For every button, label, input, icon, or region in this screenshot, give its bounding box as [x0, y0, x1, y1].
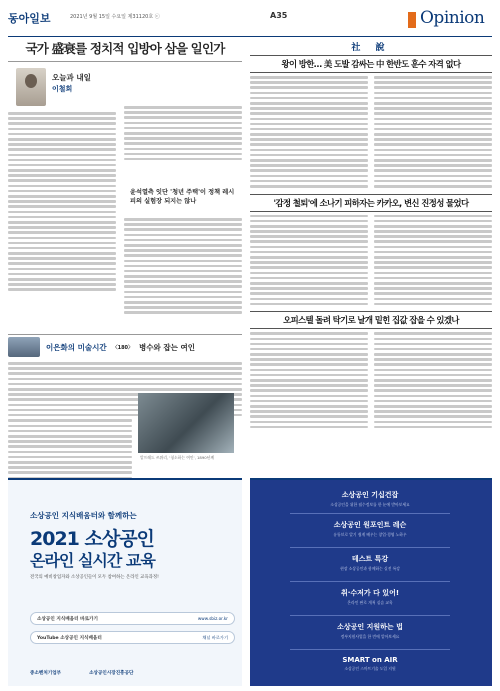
- art-section-head: [8, 337, 242, 357]
- divider: [290, 615, 450, 616]
- editorial-headline-1: 왕이 방한… 美 도발 감싸는 中 한반도 훈수 자격 없다: [281, 59, 461, 69]
- editorial-body-3: [250, 332, 492, 428]
- editorial-body-2: [250, 215, 492, 306]
- divider: [8, 61, 242, 62]
- divider: [290, 513, 450, 514]
- editorial-body-1: [250, 76, 492, 188]
- divider: [290, 649, 450, 650]
- column-headline: 국가 盛衰를 정치적 입방아 삼을 일인가: [25, 41, 225, 56]
- divider: [250, 72, 492, 73]
- author-photo: [16, 68, 46, 106]
- sponsor-agency: 소상공인시장진흥공단: [89, 671, 134, 676]
- divider: [250, 311, 492, 312]
- pull-quote: 윤석열측 잇단 '청년 주택'이 정책 레시피의 실험장 되지는 않나: [130, 189, 235, 205]
- ad-link-website[interactable]: 소상공인 지식배움터 바로가기 www.sbiz.or.kr: [30, 612, 235, 625]
- masthead: [8, 4, 492, 38]
- section-tag: [408, 4, 492, 34]
- author-name: 이철희: [52, 85, 73, 93]
- ad-description: 전국의 예비창업자와 소상공인들이 모두 참여하는 온라인 교육과정!: [30, 575, 159, 580]
- page-number: A35: [270, 11, 288, 20]
- ad-item-4: 취·수저가 다 있어! 온라인 판로 개척 실습 교육: [340, 589, 400, 605]
- column-series: 오늘과 내일: [52, 73, 91, 82]
- column-body-left: [8, 112, 116, 291]
- editorial-label: 社 說: [351, 43, 391, 53]
- ad-main-title: 온라인 실시간 교육: [30, 551, 155, 570]
- divider: [250, 194, 492, 195]
- ad-item-1: 소상공인 기십건잡 소상공인을 위한 필수정보를 한 눈에 받아보세요: [330, 491, 410, 507]
- dateline: 2021년 9월 15일 수요일 제31120호 ⓒ: [70, 14, 160, 20]
- ad-item-2: 소상공인 원포인트 레슨 유튜브로 알기 쉽게 배우는 창업·경영 노하우: [333, 521, 407, 537]
- section-title: Opinion: [420, 8, 485, 28]
- divider: [250, 55, 492, 56]
- artwork-caption: 알프레드 쓰뮈리, '청소하는 여인', 1890년께: [140, 455, 215, 460]
- artwork-image: [138, 393, 234, 453]
- divider: [250, 211, 492, 212]
- ad-link-youtube[interactable]: YouTube 소상공인 지식배움터 채널 바로가기: [30, 631, 235, 644]
- ad-subtitle: 소상공인 지식배움터와 함께하는: [30, 511, 137, 520]
- ad-year: 2021 소상공인: [30, 528, 154, 550]
- divider: [290, 547, 450, 548]
- art-number: 〈180〉: [112, 344, 134, 351]
- ad-sponsors: [30, 670, 133, 676]
- orange-bar-icon: [408, 12, 416, 28]
- sponsor-ministry: 중소벤처기업부: [30, 671, 62, 676]
- column-body-right: [124, 106, 242, 160]
- ad-item-5: 소상공인 지원하는 법 정부지원사업을 한 번에 알아보세요: [337, 623, 403, 639]
- left-column: [8, 40, 242, 352]
- newspaper-logo: 동아일보: [8, 12, 51, 25]
- art-series-label: 이은화의 미술시간: [46, 342, 107, 352]
- editorial-headline-2: '감정 철퇴'에 소나기 피하자는 카카오, 변신 진정성 물었다: [273, 197, 469, 208]
- column-byline: [8, 66, 242, 110]
- ad-links: [30, 612, 235, 650]
- divider: [250, 328, 492, 329]
- editorial-column: [250, 40, 492, 428]
- divider: [8, 334, 242, 335]
- art-author-photo: [8, 337, 40, 357]
- divider: [290, 581, 450, 582]
- art-title: 병수와 잡는 여인: [139, 342, 195, 352]
- education-ad[interactable]: [8, 478, 242, 686]
- editorial-headline-3: 오피스텔 돌려 탁기로 날개 밑힌 집값 잡을 수 있겠나: [283, 315, 459, 326]
- header-divider: [8, 36, 492, 37]
- column-body-right-lower: [124, 218, 242, 314]
- ad-item-3: 테스트 특강 현장 소상공인과 함께하는 실전 특강: [340, 555, 400, 571]
- program-list-ad[interactable]: [250, 478, 492, 686]
- ad-item-6: SMART on AIR 소상공인 스마트기술 도입 지원: [342, 656, 398, 671]
